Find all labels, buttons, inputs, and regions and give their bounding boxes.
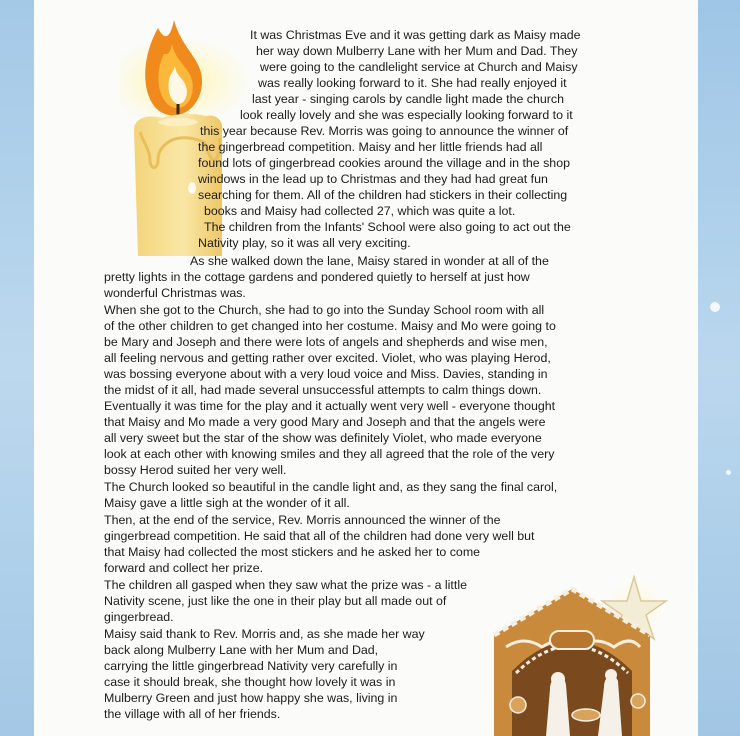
story-line: were going to the candlelight service at Church and Maisy (260, 60, 578, 74)
story-line: last year - singing carols by candle light made the church (252, 92, 564, 106)
story-line: was really looking forward to it. She had really enjoyed it (258, 76, 567, 90)
story-line: of the other children to get changed into her costume. Maisy and Mo were going to (104, 319, 556, 333)
snowflake (726, 470, 731, 475)
story-line: When she got to the Church, she had to go into the Sunday School room with all (104, 303, 545, 317)
story-line: carrying the little gingerbread Nativity very carefully in (104, 659, 398, 673)
story-line: all feeling nervous and getting rather over excited. Violet, who was playing Herod, (104, 351, 551, 365)
story-line: that Maisy had collected the most stickers and he asked her to come (104, 545, 481, 559)
story-line: Maisy gave a little sigh at the wonder of it all. (104, 496, 350, 510)
story-line: case it should break, she thought how lovely it was in (104, 675, 396, 689)
right-background (698, 0, 740, 736)
story-line: It was Christmas Eve and it was getting dark as Maisy made (250, 28, 581, 42)
story-line: gingerbread competition. He said that all of the children had done very well but (104, 529, 535, 543)
story-line: back along Mulberry Lane with her Mum and Dad, (104, 643, 379, 657)
story-line: look at each other with knowing smiles and they all agreed that the role of the very (104, 447, 555, 461)
story-line: bossy Herod suited her very well. (104, 463, 287, 477)
story-line: that Maisy and Mo made a very good Mary and Joseph and that the angels were (104, 415, 546, 429)
story-line: forward and collect her prize. (104, 561, 264, 575)
story-line: windows in the lead up to Christmas and they had had great fun (198, 172, 548, 186)
story-line: was bossing everyone about with a very loud voice and Miss. Davies, standing in (104, 367, 548, 381)
left-background (0, 0, 34, 736)
snowflake (710, 302, 720, 312)
story-page (34, 0, 698, 736)
story-line: Nativity scene, just like the one in their play but all made out of (104, 594, 447, 608)
story-line: Maisy said thank to Rev. Morris and, as she made her way (104, 627, 425, 641)
story-line: Eventually it was time for the play and it actually went very well - everyone thought (104, 399, 556, 413)
story-line: Nativity play, so it was all very exciting. (198, 236, 411, 250)
gingerbread-nativity-icon (454, 575, 698, 736)
story-line: As she walked down the lane, Maisy stared in wonder at all of the (190, 254, 549, 268)
story-line: Then, at the end of the service, Rev. Morris announced the winner of the (104, 513, 501, 527)
story-line: The children all gasped when they saw what the prize was - a little (104, 578, 467, 592)
story-line: look really lovely and she was especially looking forward to it (240, 108, 573, 122)
story-line: books and Maisy had collected 27, which was quite a lot. (204, 204, 516, 218)
story-line: searching for them. All of the children had stickers in their collecting (198, 188, 568, 202)
story-line: The children from the Infants' School were also going to act out the (204, 220, 571, 234)
story-line: be Mary and Joseph and there were lots of angels and shepherds and wise men, (104, 335, 548, 349)
story-line: the gingerbread competition. Maisy and her little friends had all (198, 140, 543, 154)
story-line: all very sweet but the star of the show was definitely Violet, who made everyone (104, 431, 542, 445)
story-line: gingerbread. (104, 610, 174, 624)
story-line: pretty lights in the cottage gardens and pondered quietly to herself at just how (104, 270, 530, 284)
story-line: Mulberry Green and just how happy she was, living in (104, 691, 398, 705)
story-line: the midst of it all, had made several unsuccessful attempts to calm things down. (104, 383, 542, 397)
story-line: The Church looked so beautiful in the candle light and, as they sang the final carol, (104, 480, 558, 494)
story-line: found lots of gingerbread cookies around the village and in the shop (198, 156, 570, 170)
story-line: this year because Rev. Morris was going to announce the winner of (200, 124, 569, 138)
story-line: wonderful Christmas was. (104, 286, 246, 300)
story-line: the village with all of her friends. (104, 707, 281, 721)
story-line: her way down Mulberry Lane with her Mum and Dad. They (256, 44, 578, 58)
